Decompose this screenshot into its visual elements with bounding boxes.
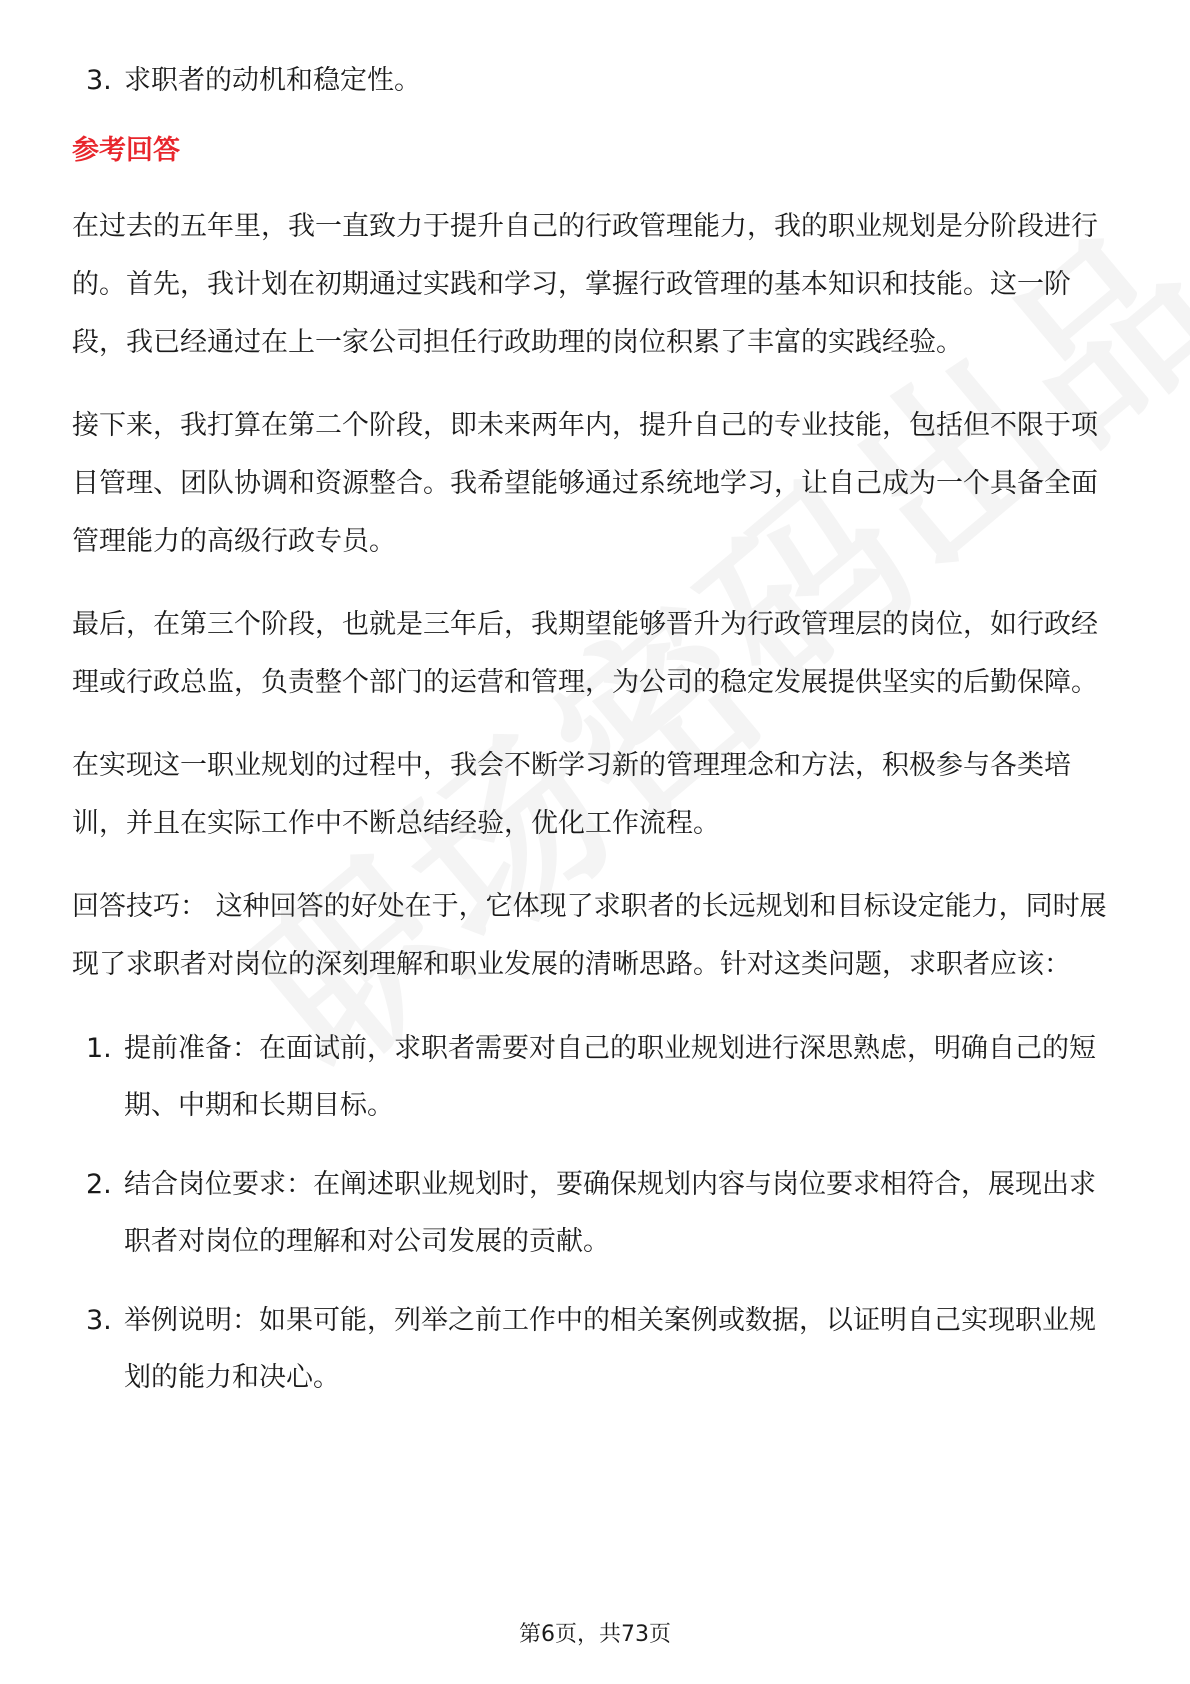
page-content	[72, 52, 1122, 1428]
page-footer: 第6页，共73页	[519, 1622, 671, 1647]
list-text: 求职者的动机和稳定性。	[124, 65, 421, 96]
tips-list	[72, 1020, 1122, 1406]
list-text: 提前准备：在面试前，求职者需要对自己的职业规划进行深思熟虑，明确自己的短期、中期和长期目标。	[124, 1033, 1096, 1121]
list-item	[72, 1156, 1122, 1270]
list-item	[72, 1020, 1122, 1134]
answer-heading: 参考回答	[72, 135, 180, 166]
list-number: 2.	[86, 1169, 112, 1200]
list-number: 3.	[86, 65, 112, 96]
paragraph: 在实现这一职业规划的过程中，我会不断学习新的管理理念和方法，积极参与各类培训，并且在实际工作中不断总结经验，优化工作流程。	[72, 750, 1071, 839]
paragraph: 接下来，我打算在第二个阶段，即未来两年内，提升自己的专业技能，包括但不限于项目管理、团队协调和资源整合。我希望能够通过系统地学习，让自己成为一个具备全面管理能力的高级行政专员。	[72, 410, 1098, 557]
list-text: 结合岗位要求：在阐述职业规划时，要确保规划内容与岗位要求相符合，展现出求职者对岗位的理解和对公司发展的贡献。	[124, 1169, 1096, 1257]
list-text: 举例说明：如果可能，列举之前工作中的相关案例或数据，以证明自己实现职业规划的能力和决心。	[124, 1305, 1096, 1393]
list-number: 1.	[86, 1033, 112, 1064]
list-number: 3.	[86, 1305, 112, 1336]
paragraph: 最后，在第三个阶段，也就是三年后，我期望能够晋升为行政管理层的岗位，如行政经理或行政总监，负责整个部门的运营和管理，为公司的稳定发展提供坚实的后勤保障。	[72, 609, 1098, 698]
list-item	[72, 1292, 1122, 1406]
answer-tips-paragraph: 回答技巧： 这种回答的好处在于，它体现了求职者的长远规划和目标设定能力，同时展现了求职者对岗位的深刻理解和职业发展的清晰思路。针对这类问题，求职者应该：	[72, 891, 1107, 980]
paragraph: 在过去的五年里，我一直致力于提升自己的行政管理能力，我的职业规划是分阶段进行的。首先，我计划在初期通过实践和学习，掌握行政管理的基本知识和技能。这一阶段，我已经通过在上一家公司担任行政助理的岗位积累了丰富的实践经验。	[72, 211, 1098, 358]
list-item	[72, 52, 1122, 109]
